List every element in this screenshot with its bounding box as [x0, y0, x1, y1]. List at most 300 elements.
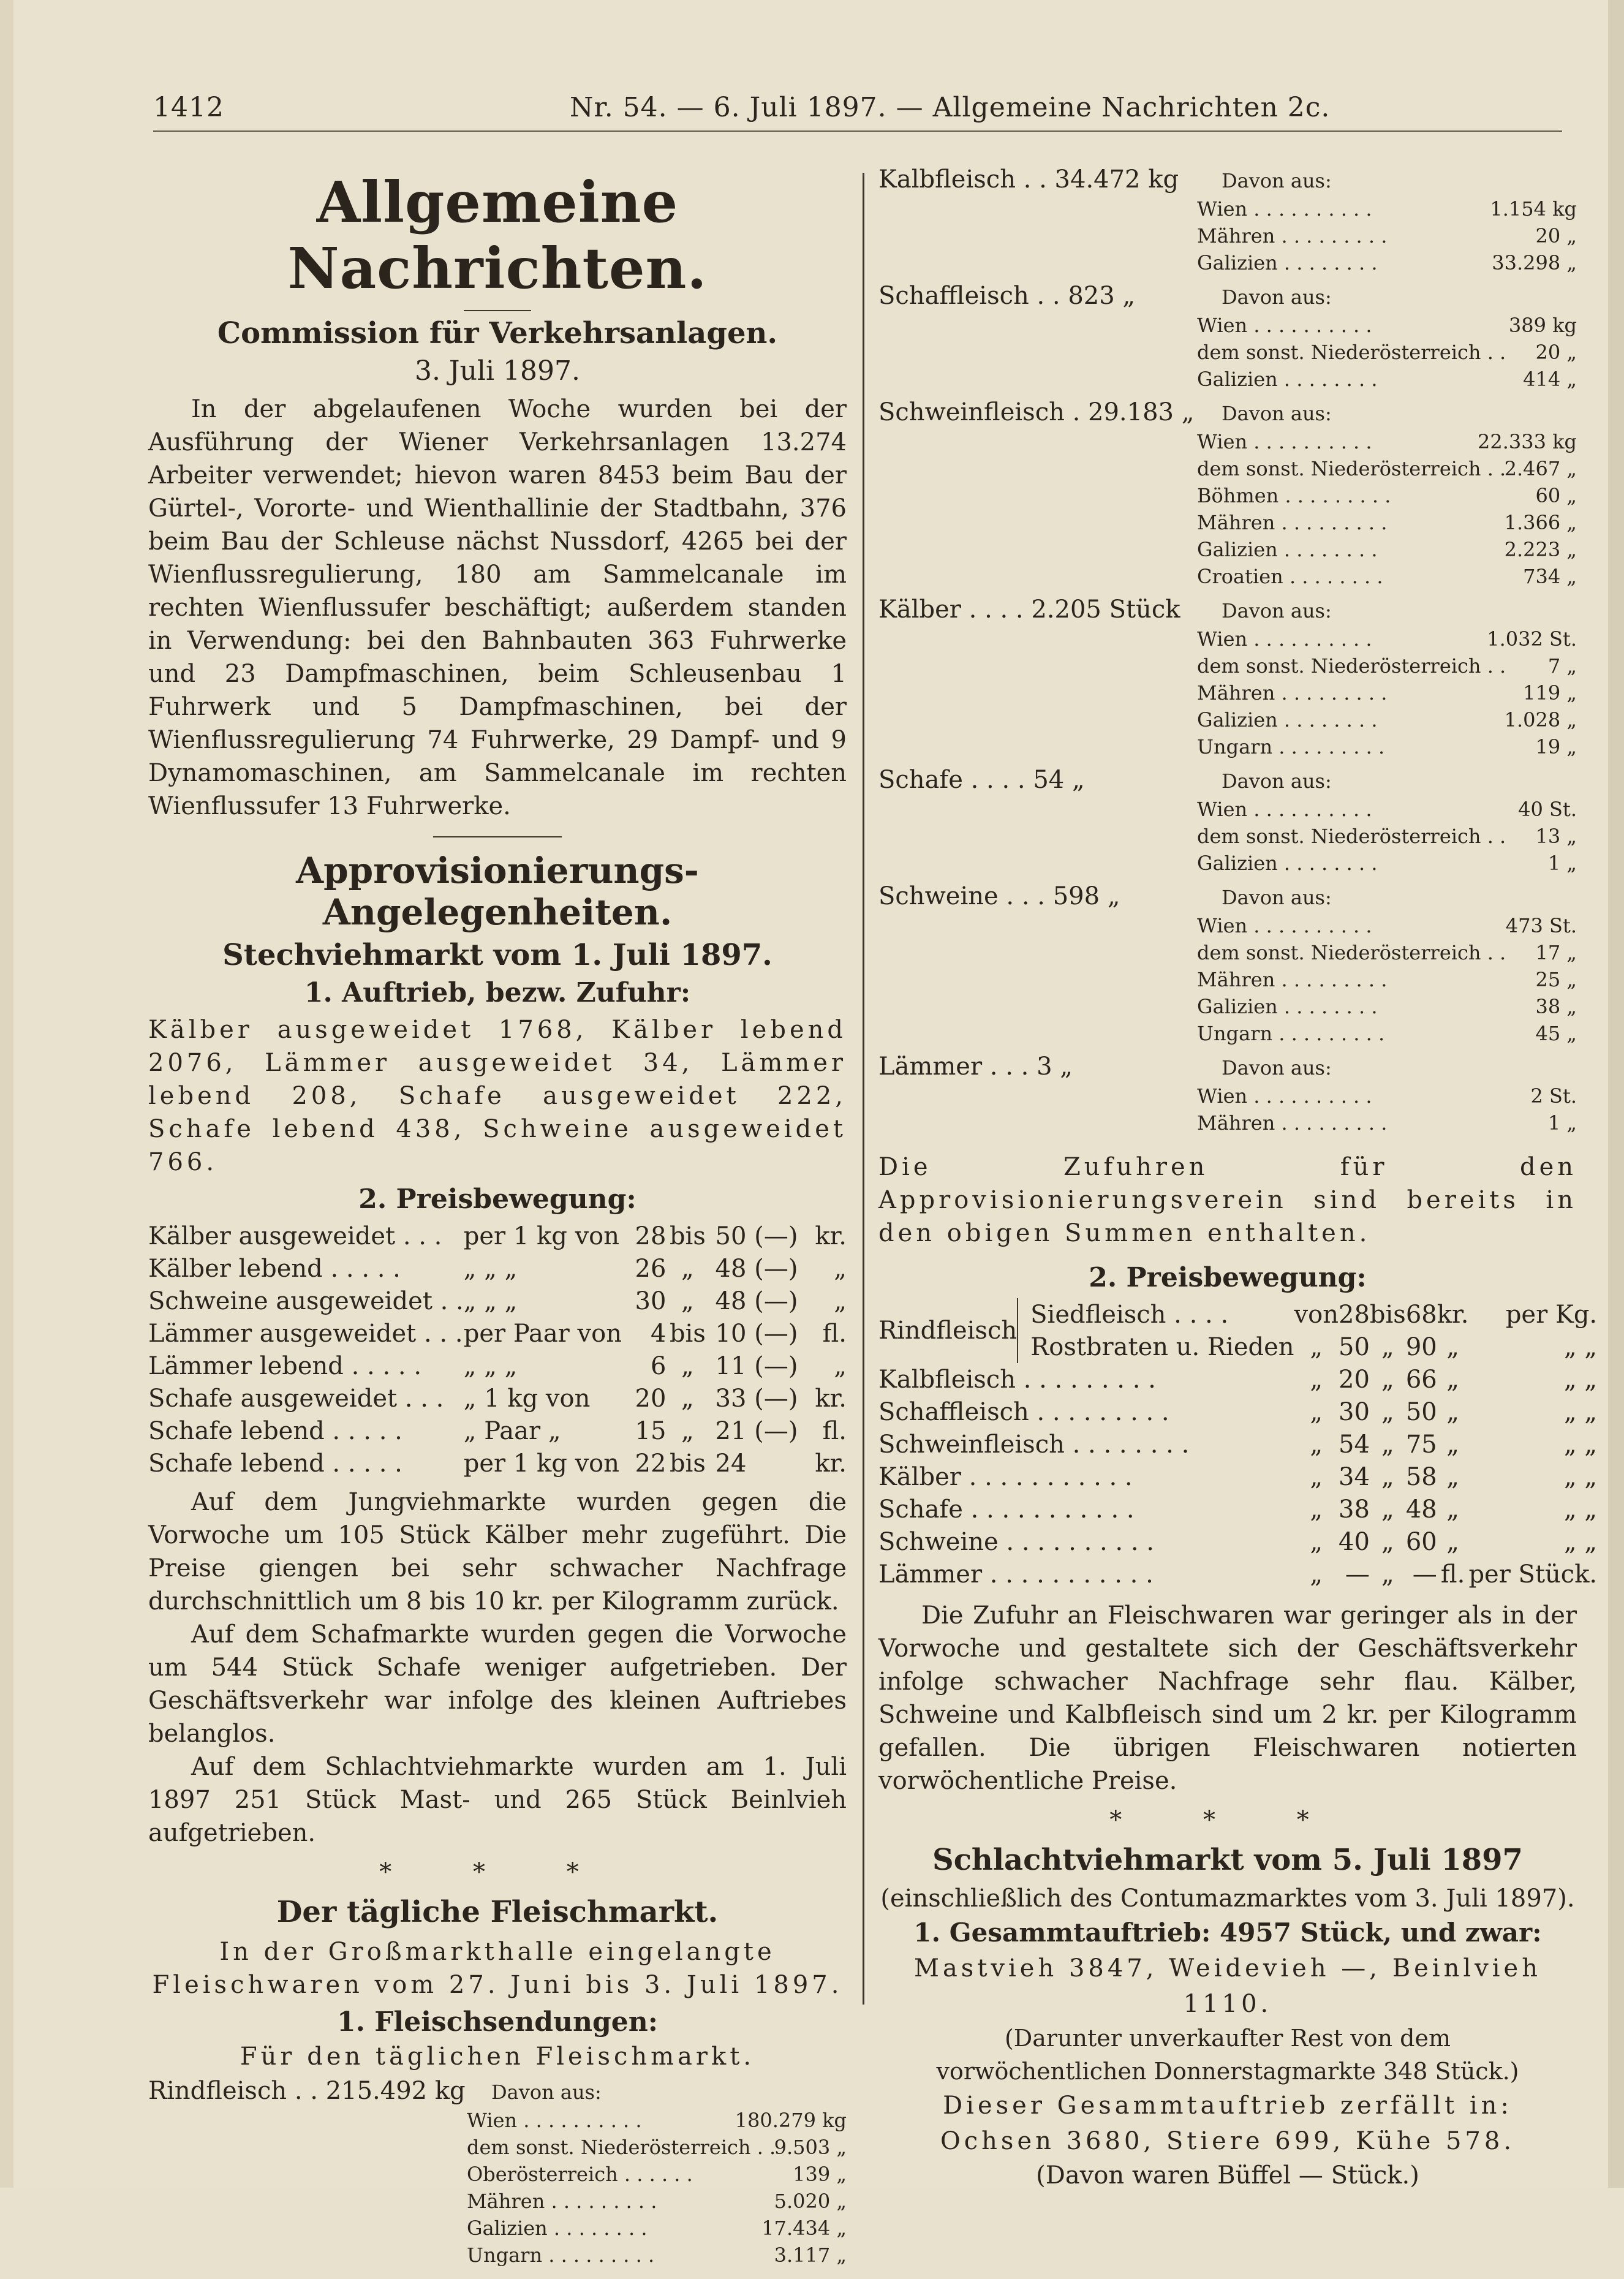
right-price-heading: 2. Preisbewegung: — [1089, 1262, 1367, 1293]
price-item-name: Schafe lebend . . . . . — [148, 1449, 402, 1478]
davon-label: Davon aus: — [1222, 402, 1332, 425]
origin-value: 22.333 kg — [1477, 430, 1577, 453]
price-to: 75 — [1405, 1430, 1437, 1459]
origin-row — [467, 2243, 847, 2270]
price-from: 6 — [650, 1351, 667, 1380]
separator-stars-right: * * * — [1109, 1806, 1346, 1834]
origin-value: 38 „ — [1535, 995, 1577, 1018]
price-to: 48 — [715, 1287, 747, 1315]
supply-heading: 1. Auftrieb, bezw. Zufuhr: — [304, 977, 691, 1008]
running-header — [153, 92, 1331, 129]
commission-date: 3. Juli 1897. — [414, 355, 581, 387]
price-bis: bis — [669, 1449, 706, 1478]
price-unit: „ „ — [1563, 1430, 1598, 1459]
price-to: 58 — [1405, 1462, 1437, 1491]
price-bis: „ — [681, 1287, 694, 1315]
commission-heading: Commission für Verkehrsanlagen. — [217, 316, 778, 350]
origin-name: Wien . . . . . . . . . . — [1197, 1084, 1372, 1108]
price-heading: 2. Preisbewegung: — [358, 1184, 636, 1215]
section-rule — [433, 836, 562, 837]
origin-name: Mähren . . . . . . . . . — [1197, 681, 1388, 705]
davon-label: Davon aus: — [1222, 886, 1332, 909]
meat-groups — [878, 165, 1577, 1142]
origin-value: 1.154 kg — [1490, 197, 1577, 221]
meat-origins — [1197, 314, 1577, 395]
price-to: 90 — [1405, 1332, 1437, 1361]
price-to: 11 — [715, 1351, 747, 1380]
origin-row — [1197, 798, 1577, 825]
supply-text: Kälber ausgeweidet 1768, Kälber lebend 2076, Lämmer ausgeweidet 34, Lämmer lebend 208, Schafe ausgeweidet 222, Schafe lebend 438, Schweine ausgeweidet 766. — [148, 1016, 847, 1176]
origin-row — [467, 2163, 847, 2190]
price-unit: per Kg. — [1505, 1300, 1598, 1329]
sendungen-sub: Für den täglichen Fleischmarkt. — [240, 2043, 755, 2071]
price-from: 40 — [1339, 1527, 1370, 1556]
origin-name: Galizien . . . . . . . . — [1197, 995, 1378, 1018]
origin-row — [1197, 511, 1577, 538]
origin-value: 13 „ — [1535, 825, 1577, 848]
price-to: 60 — [1405, 1527, 1437, 1556]
meat-origins — [1197, 197, 1577, 278]
price-item-name: Rostbraten u. Rieden — [1018, 1331, 1294, 1363]
price-from: 20 — [1339, 1365, 1370, 1394]
price-currency: fl. — [822, 1416, 847, 1445]
price-item-name: Kälber lebend . . . . . — [148, 1254, 401, 1283]
origin-name: Wien . . . . . . . . . . — [1197, 314, 1372, 337]
price-to: 21 — [715, 1416, 747, 1445]
schlacht-buffalo: (Davon waren Büffel — Stück.) — [1036, 2161, 1419, 2190]
origin-value: 1.366 „ — [1504, 511, 1577, 534]
price-unit: „ „ „ — [463, 1254, 518, 1283]
price-row — [878, 1428, 1597, 1461]
title-rule — [464, 310, 531, 311]
price-item-name: Schweine . . . . . . . . . . — [878, 1527, 1154, 1556]
price-item-name: Schaffleisch . . . . . . . . . — [878, 1397, 1169, 1426]
origin-value: 60 „ — [1535, 484, 1577, 507]
origin-name: dem sonst. Niederösterreich . . — [1197, 341, 1506, 364]
price-unit: „ Paar „ — [463, 1416, 561, 1445]
origin-value: 389 kg — [1508, 314, 1577, 337]
meat-origins — [1197, 798, 1577, 879]
price-item-name: Lämmer ausgeweidet . . . — [148, 1319, 463, 1348]
price-bis: „ — [1381, 1397, 1394, 1426]
origin-value: 473 St. — [1505, 914, 1577, 937]
price-to: 50 — [1405, 1397, 1437, 1426]
origin-name: Galizien . . . . . . . . — [467, 2217, 648, 2240]
price-from: 28 — [635, 1222, 667, 1250]
meat-total: Schweinfleisch . 29.183 „ — [878, 398, 1195, 426]
price-bis: „ — [1381, 1365, 1394, 1394]
origin-value: 20 „ — [1535, 341, 1577, 364]
market-heading: Stechviehmarkt vom 1. Juli 1897. — [222, 938, 772, 972]
price-item-name: Schafe lebend . . . . . — [148, 1416, 402, 1445]
price-unit: „ „ „ — [463, 1287, 518, 1315]
header-rule — [153, 130, 1562, 135]
price-von: von — [1294, 1300, 1339, 1329]
commission-text: In der abgelaufenen Woche wurden bei der Ausführung der Wiener Verkehrsanlagen 13.274 Arbeiter verwendet; hievon waren 8453 beim Bau der Gürtel-, Vororte- und Wienthallinie der Stadtbahn, 376 beim Bau der Schleuse nächst Nussdorf, 4265 bei der Wienflussregulierung, 180 am Sammelcanale im rechten Wienflussufer beschäftigt; außerdem standen in Verwendung: bei den Bahnbauten 363 Fuhrwerke und 23 Dampfmaschinen, beim Schleusenbau 1 Fuhrwerk und 5 Dampfmaschinen, bei der Wienflussregulierung 74 Fuhrwerke, 29 Dampf- und 9 Dynamomaschinen, am Sammelcanale im rechten Wienflussufer 13 Fuhrwerke. — [148, 395, 847, 820]
summary-text: Die Zufuhr an Fleischwaren war geringer als in der Vorwoche und gestaltete sich der Geschäftsverkehr infolge schwacher Nachfrage sehr flau. Kälber, Schweine und Kalbfleisch sind um 2 kr. per Kilogramm gefallen. Die übrigen Fleischwaren notierten vorwöchentliche Preise. — [878, 1601, 1577, 1795]
price-currency: „ — [1446, 1527, 1459, 1556]
origin-value: 20 „ — [1535, 224, 1577, 248]
price-change: (—) — [754, 1351, 798, 1380]
meat-total: Kalbfleisch . . 34.472 kg — [878, 165, 1179, 194]
price-currency: „ — [1446, 1397, 1459, 1426]
zufuhr-note: Die Zufuhren für den Approvisionierungsverein sind bereits in den obigen Summen enthalten. — [878, 1153, 1577, 1247]
origin-row — [467, 2109, 847, 2136]
price-unit: „ 1 kg von — [463, 1384, 591, 1413]
origin-row — [1197, 197, 1577, 224]
price-von: „ — [1310, 1365, 1323, 1394]
origin-value: 180.279 kg — [735, 2109, 847, 2132]
price-currency: kr. — [815, 1222, 847, 1250]
price-to: 68 — [1405, 1300, 1437, 1329]
meat-origins — [1197, 914, 1577, 1049]
price-bis: bis — [669, 1319, 706, 1348]
price-currency: kr. — [815, 1384, 847, 1413]
fleisch-heading: Der tägliche Fleischmarkt. — [276, 1895, 719, 1929]
price-to: 50 — [715, 1222, 747, 1250]
price-to: 10 — [715, 1319, 747, 1348]
price-item-name: Kälber ausgeweidet . . . — [148, 1222, 442, 1250]
origin-row — [1197, 654, 1577, 681]
price-change — [746, 1447, 806, 1480]
origin-value: 7 „ — [1547, 654, 1577, 678]
origin-name: Mähren . . . . . . . . . — [1197, 1111, 1388, 1135]
approv-heading: Approvisionierungs-Angelegenheiten. — [296, 850, 699, 933]
price-row — [148, 1220, 847, 1252]
meat-group — [878, 398, 1577, 595]
price-from: — — [1345, 1560, 1370, 1589]
origin-name: Galizien . . . . . . . . — [1197, 708, 1378, 731]
price-von: „ — [1310, 1332, 1323, 1361]
paragraph-schafmarkt: Auf dem Schafmarkte wurden gegen die Vorwoche um 544 Stück Schafe weniger aufgetrieben. Der Geschäftsverkehr war infolge des kleinen Auftriebes belanglos. — [148, 1620, 847, 1748]
origin-value: 9.503 „ — [774, 2136, 847, 2159]
price-from: 30 — [635, 1287, 667, 1315]
price-from: 22 — [635, 1449, 667, 1478]
price-bis: „ — [681, 1351, 694, 1380]
origin-value: 1.028 „ — [1504, 708, 1577, 731]
price-change: (—) — [754, 1222, 798, 1250]
price-unit: per 1 kg von — [463, 1449, 620, 1478]
price-bis: „ — [1381, 1560, 1394, 1589]
origin-row — [1197, 314, 1577, 341]
price-row — [148, 1252, 847, 1285]
price-bis: „ — [1381, 1332, 1394, 1361]
origin-row — [467, 2190, 847, 2217]
meat-group — [878, 595, 1577, 766]
price-from: 28 — [1339, 1300, 1370, 1329]
origin-name: Ungarn . . . . . . . . . — [467, 2243, 655, 2267]
price-row — [878, 1493, 1597, 1525]
meat-total: Lämmer . . . 3 „ — [878, 1053, 1073, 1081]
schlacht-heading: Schlachtviehmarkt vom 5. Juli 1897 — [932, 1843, 1523, 1877]
origin-name: dem sonst. Niederösterreich . . — [467, 2136, 776, 2159]
price-von: „ — [1310, 1430, 1323, 1459]
davon-label: Davon aus: — [1222, 169, 1332, 192]
fleisch-intro: In der Großmarkthalle eingelangte Fleischwaren vom 27. Juni bis 3. Juli 1897. — [152, 1938, 843, 1999]
origin-name: Ungarn . . . . . . . . . — [1197, 735, 1385, 758]
paragraph-schlachtvieh: Auf dem Schlachtviehmarkte wurden am 1. Juli 1897 251 Stück Mast- und 265 Stück Beinlvieh aufgetrieben. — [148, 1753, 847, 1847]
price-currency: „ — [1446, 1332, 1459, 1361]
meat-group — [878, 165, 1577, 282]
origin-row — [1197, 735, 1577, 762]
origin-value: 40 St. — [1518, 798, 1577, 821]
rindfleisch-total: Rindfleisch . . 215.492 kg — [148, 2077, 466, 2105]
price-unit: „ „ — [1563, 1332, 1598, 1361]
origin-name: Wien . . . . . . . . . . — [1197, 914, 1372, 937]
meat-origins — [1197, 1084, 1577, 1138]
meat-group — [878, 766, 1577, 882]
schlacht-split-intro: Dieser Gesammtauftrieb zerfällt in: — [943, 2092, 1513, 2120]
origin-value: 119 „ — [1523, 681, 1577, 705]
origin-name: Galizien . . . . . . . . — [1197, 852, 1378, 875]
price-currency: fl. — [1440, 1560, 1465, 1589]
price-currency: kr. — [1437, 1300, 1469, 1329]
price-item-name: Lämmer lebend . . . . . — [148, 1351, 422, 1380]
schlacht-kinds: Mastvieh 3847, Weidevieh —, Beinlvieh 1110. — [914, 1954, 1541, 2018]
price-von: „ — [1310, 1397, 1323, 1426]
price-to: 48 — [1405, 1495, 1437, 1524]
origin-name: Galizien . . . . . . . . — [1197, 368, 1378, 391]
price-from: 4 — [650, 1319, 667, 1348]
left-column — [148, 165, 847, 2279]
price-currency: „ — [1446, 1462, 1459, 1491]
origin-name: Wien . . . . . . . . . . — [1197, 430, 1372, 453]
price-to: 24 — [715, 1449, 747, 1478]
price-row — [878, 1558, 1597, 1590]
davon-label: Davon aus: — [1222, 769, 1332, 793]
right-column — [878, 165, 1598, 2192]
price-change: (—) — [754, 1254, 798, 1283]
price-row — [878, 1461, 1597, 1493]
origin-row — [1197, 825, 1577, 852]
origin-row — [1197, 224, 1577, 251]
origin-name: dem sonst. Niederösterreich . . — [1197, 825, 1506, 848]
davon-label: Davon aus: — [1222, 599, 1332, 622]
price-change: (—) — [754, 1287, 798, 1315]
davon-label: Davon aus: — [491, 2081, 602, 2104]
schlacht-sub: (einschließlich des Contumazmarktes vom 3. Juli 1897). — [880, 1884, 1575, 1913]
origin-row — [467, 2136, 847, 2163]
origin-row — [1197, 457, 1577, 484]
origin-name: dem sonst. Niederösterreich . . — [1197, 654, 1506, 678]
price-von: „ — [1310, 1560, 1323, 1589]
price-from: 30 — [1339, 1397, 1370, 1426]
price-currency: „ — [1446, 1365, 1459, 1394]
origin-name: Mähren . . . . . . . . . — [1197, 968, 1388, 991]
separator-stars: * * * — [379, 1858, 616, 1886]
price-bis: bis — [1369, 1300, 1406, 1329]
origin-value: 2 St. — [1530, 1084, 1577, 1108]
price-von: „ — [1310, 1462, 1323, 1491]
origin-name: Galizien . . . . . . . . — [1197, 538, 1378, 561]
origin-value: 17 „ — [1535, 941, 1577, 964]
origin-name: Galizien . . . . . . . . — [1197, 251, 1378, 274]
origin-value: 19 „ — [1535, 735, 1577, 758]
origin-value: 1 „ — [1547, 852, 1577, 875]
schlacht-split: Ochsen 3680, Stiere 699, Kühe 578. — [940, 2127, 1516, 2155]
price-from: 15 — [635, 1416, 667, 1445]
origin-name: dem sonst. Niederösterreich . . — [1197, 941, 1506, 964]
price-from: 20 — [635, 1384, 667, 1413]
price-unit: „ „ — [1563, 1365, 1598, 1394]
meat-total: Kälber . . . . 2.205 Stück — [878, 595, 1180, 624]
meat-price-table — [878, 1298, 1597, 1590]
price-unit: per 1 kg von — [463, 1222, 620, 1250]
price-to: 33 — [715, 1384, 747, 1413]
price-item-name: Lämmer . . . . . . . . . . . — [878, 1560, 1154, 1589]
price-row — [148, 1285, 847, 1317]
origin-value: 414 „ — [1523, 368, 1577, 391]
origin-value: 25 „ — [1535, 968, 1577, 991]
origin-row — [1197, 484, 1577, 511]
meat-total: Schaffleisch . . 823 „ — [878, 282, 1136, 310]
rindfleisch-label: Rindfleisch — [878, 1317, 1018, 1345]
origin-row — [1197, 1022, 1577, 1049]
origin-row — [1197, 538, 1577, 565]
price-row — [148, 1447, 847, 1480]
price-item-name: Kälber . . . . . . . . . . . — [878, 1462, 1133, 1491]
meat-group — [878, 1053, 1577, 1142]
origin-name: Wien . . . . . . . . . . — [1197, 798, 1372, 821]
origin-name: Mähren . . . . . . . . . — [1197, 224, 1388, 248]
price-currency: „ — [834, 1287, 847, 1315]
price-row — [148, 1350, 847, 1382]
origin-value: 3.117 „ — [774, 2243, 847, 2267]
origin-value: 2.223 „ — [1504, 538, 1577, 561]
origin-row — [1197, 914, 1577, 941]
price-change: (—) — [754, 1319, 798, 1348]
schlacht-rest: (Darunter unverkaufter Rest von dem vorwöchentlichen Donnerstagmarkte 348 Stück.) — [936, 2025, 1519, 2085]
main-title: Allgemeine Nachrichten. — [287, 169, 708, 301]
price-item-name: Schafe ausgeweidet . . . — [148, 1384, 444, 1413]
origin-name: Ungarn . . . . . . . . . — [1197, 1022, 1385, 1045]
price-von: „ — [1310, 1495, 1323, 1524]
price-bis: „ — [1381, 1495, 1394, 1524]
origin-value: 139 „ — [793, 2163, 847, 2186]
price-item-name: Kalbfleisch . . . . . . . . . — [878, 1365, 1156, 1394]
price-unit: „ „ — [1563, 1495, 1598, 1524]
schlacht-total: 1. Gesammtauftrieb: 4957 Stück, und zwar: — [913, 1918, 1542, 1948]
origin-name: Wien . . . . . . . . . . — [1197, 197, 1372, 221]
price-to: 66 — [1405, 1365, 1437, 1394]
price-from: 34 — [1339, 1462, 1370, 1491]
price-change: (—) — [754, 1384, 798, 1413]
price-to: — — [1412, 1560, 1437, 1589]
price-from: 26 — [635, 1254, 667, 1283]
rindfleisch-origins — [467, 2109, 847, 2270]
price-item-name: Schweine ausgeweidet . . — [148, 1287, 464, 1315]
origin-name: Wien . . . . . . . . . . — [1197, 627, 1372, 651]
price-row — [148, 1382, 847, 1415]
origin-value: 33.298 „ — [1492, 251, 1577, 274]
price-currency: fl. — [822, 1319, 847, 1348]
running-title: Nr. 54. — 6. Juli 1897. — Allgemeine Nachrichten 2c. — [570, 92, 1331, 123]
origin-row — [1197, 430, 1577, 457]
origin-row — [1197, 681, 1577, 708]
price-unit: „ „ „ — [463, 1351, 518, 1380]
origin-name: Oberösterreich . . . . . . — [467, 2163, 693, 2186]
origin-value: 2.467 „ — [1504, 457, 1577, 480]
price-unit: „ „ — [1563, 1527, 1598, 1556]
price-unit: „ „ — [1563, 1462, 1598, 1491]
origin-row — [467, 2217, 847, 2243]
origin-name: Böhmen . . . . . . . . . — [1197, 484, 1391, 507]
price-currency: kr. — [815, 1449, 847, 1478]
price-row — [148, 1415, 847, 1447]
price-from: 38 — [1339, 1495, 1370, 1524]
page-number: 1412 — [153, 92, 224, 123]
price-currency: „ — [1446, 1495, 1459, 1524]
origin-name: Mähren . . . . . . . . . — [467, 2190, 657, 2213]
origin-name: Mähren . . . . . . . . . — [1197, 511, 1388, 534]
paragraph-jungvieh: Auf dem Jungviehmarkte wurden gegen die Vorwoche um 105 Stück Kälber mehr zugeführt. Die Preise giengen bei sehr schwacher Nachfrage durchschnittlich um 8 bis 10 kr. per Kilogramm zurück. — [148, 1488, 847, 1616]
price-row — [878, 1298, 1597, 1331]
price-from: 54 — [1339, 1430, 1370, 1459]
price-row — [878, 1525, 1597, 1558]
origin-value: 734 „ — [1523, 565, 1577, 588]
price-row — [878, 1396, 1597, 1428]
davon-label: Davon aus: — [1222, 285, 1332, 309]
meat-group — [878, 282, 1577, 398]
price-bis: „ — [1381, 1462, 1394, 1491]
price-unit: per Paar von — [463, 1319, 622, 1348]
price-row — [878, 1363, 1597, 1396]
origin-value: 1 „ — [1547, 1111, 1577, 1135]
origin-row — [1197, 995, 1577, 1022]
origin-value: 1.032 St. — [1487, 627, 1577, 651]
origin-row — [1197, 941, 1577, 968]
price-table — [148, 1220, 847, 1480]
price-to: 48 — [715, 1254, 747, 1283]
origin-row — [1197, 627, 1577, 654]
price-bis: „ — [681, 1254, 694, 1283]
price-von: „ — [1310, 1527, 1323, 1556]
origin-row — [1197, 565, 1577, 592]
origin-value: 5.020 „ — [774, 2190, 847, 2213]
origin-row — [1197, 368, 1577, 395]
price-bis: „ — [1381, 1430, 1394, 1459]
origin-value: 17.434 „ — [761, 2217, 847, 2240]
origin-row — [1197, 708, 1577, 735]
price-currency: „ — [834, 1254, 847, 1283]
price-currency: „ — [1446, 1430, 1459, 1459]
column-rule — [863, 173, 864, 2005]
origin-row — [1197, 251, 1577, 278]
origin-value: 45 „ — [1535, 1022, 1577, 1045]
rindfleisch-group — [148, 2077, 847, 2279]
price-bis: „ — [681, 1384, 694, 1413]
meat-total: Schafe . . . . 54 „ — [878, 766, 1085, 794]
price-from: 50 — [1339, 1332, 1370, 1361]
meat-group — [878, 882, 1577, 1053]
sendungen-heading: 1. Fleischsendungen: — [337, 2006, 658, 2038]
price-bis: „ — [1381, 1527, 1394, 1556]
origin-row — [1197, 852, 1577, 879]
price-unit: per Stück. — [1468, 1560, 1598, 1589]
origin-name: Wien . . . . . . . . . . — [467, 2109, 642, 2132]
origin-row — [1197, 341, 1577, 368]
origin-row — [1197, 1111, 1577, 1138]
price-item-name: Siedfleisch . . . . — [1018, 1298, 1294, 1331]
price-item-name: Schafe . . . . . . . . . . . — [878, 1495, 1135, 1524]
price-row — [148, 1317, 847, 1350]
meat-origins — [1197, 627, 1577, 762]
price-change: (—) — [754, 1416, 798, 1445]
meat-total: Schweine . . . 598 „ — [878, 882, 1120, 910]
meat-origins — [1197, 430, 1577, 592]
price-bis: „ — [681, 1416, 694, 1445]
price-item-name: Schweinfleisch . . . . . . . . — [878, 1430, 1190, 1459]
